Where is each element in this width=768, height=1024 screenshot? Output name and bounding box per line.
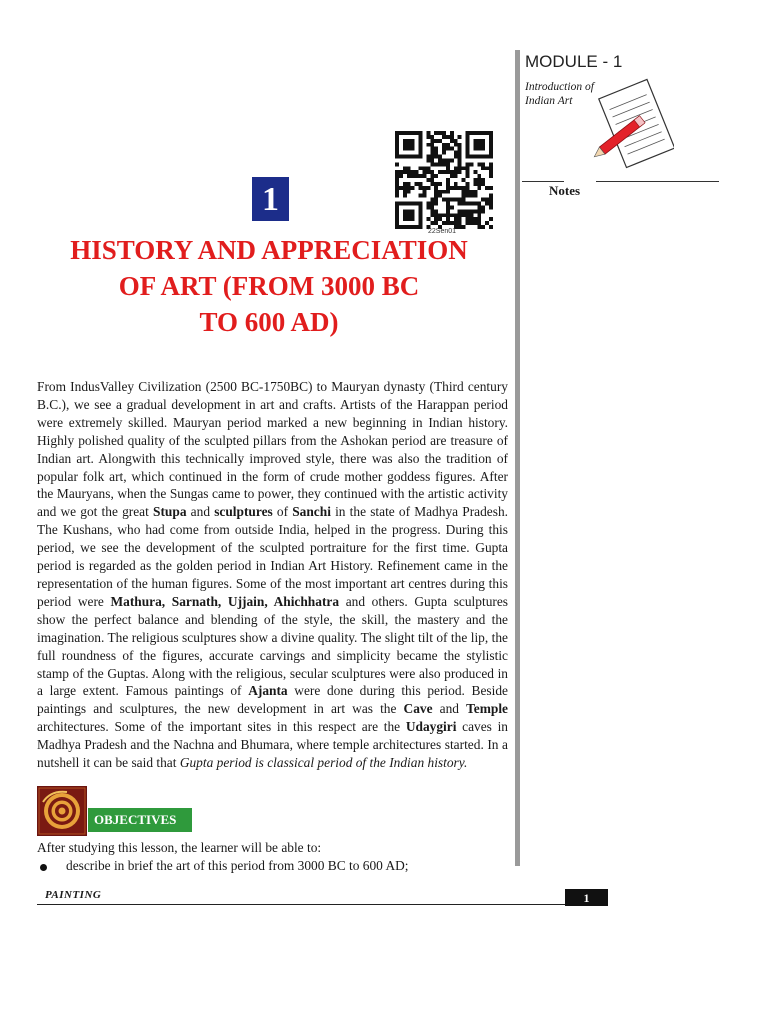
objectives-label: OBJECTIVES (88, 808, 192, 832)
qr-code[interactable] (395, 131, 493, 229)
objective-item: describe in brief the art of this period from 3000 BC to 600 AD; (66, 858, 409, 873)
text-run: caves in Madhya Pradesh and the Nachna and Bhumara, where temple architectures started. In a nutshell it can be said that (37, 719, 508, 771)
notes-label: Notes (549, 183, 581, 198)
bullet-icon (40, 864, 47, 871)
text-run: were done during this period. Beside paintings and sculptures, the new development in art was the (37, 683, 508, 717)
qr-code-id: 22Sen01 (428, 228, 457, 235)
intro-paragraph (37, 378, 508, 772)
footer-rule (37, 904, 608, 905)
margin-divider (515, 50, 520, 866)
closing-statement: Gupta period is classical period of the Indian history. (179, 755, 468, 771)
title-line-3: TO 600 AD) (199, 307, 339, 337)
title-line-1: HISTORY AND APPRECIATION (70, 235, 468, 265)
footer-subject: PAINTING (45, 889, 102, 901)
term-art-centres: Mathura, Sarnath, Ujjain, Ahichhatra (110, 593, 340, 609)
objectives-intro: After studying this lesson, the learner will be able to: (37, 840, 322, 855)
term-udaygiri: Udaygiri (405, 719, 457, 735)
chapter-title (30, 232, 508, 340)
chapter-number-badge: 1 (252, 177, 289, 221)
notes-rule-right (596, 181, 719, 182)
objectives-target-icon (37, 786, 87, 836)
page-number: 1 (565, 889, 608, 906)
term-stupa: Stupa (153, 504, 187, 520)
text-run: of (272, 504, 293, 520)
term-ajanta: Ajanta (248, 683, 288, 699)
notepad-pencil-icon (592, 75, 674, 175)
module-subtitle-line2: Indian Art (525, 95, 573, 107)
notes-rule-left (522, 181, 564, 182)
text-run: in the state of Madhya Pradesh. The Kushans, who had come from outside India, helped in the progress. During this period, we see the development of the sculpted portraiture for the first time. Gupta period is regarded as the golden period in Indian Art History. Refinement came in the representation of the human figures. Some of the most important art centres during this period were (37, 504, 508, 609)
text-run: From IndusValley Civilization (2500 BC-1750BC) to Mauryan dynasty (Third century B.C.), we see a gradual development in art and crafts. Artists of the Harappan period were extremely skilled. Mauryan period marked a new beginning in Indian history. Highly polished quality of the sculpted pillars from the Ashokan period are treasure of Indian art. Alongwith this technically improved style, there was also the tradition of popular folk art, which continued in the form of crude mother goddess figures. After the Mauryans, when the Sungas came to power, they continued with the artistic activity and we got the great (37, 379, 508, 520)
text-run: and others. Gupta sculptures show the perfect balance and blending of the style, the skill, the mastery and the imagination. The religious sculptures show a divine quality. The slight tilt of the lip, the full roundness of the figures, accurate carvings and simplicity became the stylistic stamp of the Guptas. Along with the religious, secular sculptures were also produced in a large extent. Famous paintings of (37, 593, 508, 699)
module-title: MODULE - 1 (525, 52, 623, 71)
term-sanchi: Sanchi (292, 504, 331, 520)
title-line-2: OF ART (FROM 3000 BC (118, 271, 420, 301)
text-run: and (432, 701, 467, 717)
term-sculptures: sculptures (214, 504, 273, 520)
module-subtitle-line1: Introduction of (525, 81, 594, 93)
term-temple: Temple (466, 701, 509, 717)
text-run: and (186, 504, 215, 520)
term-cave: Cave (403, 701, 433, 717)
text-run: architectures. Some of the important sites in this respect are the (37, 719, 406, 735)
